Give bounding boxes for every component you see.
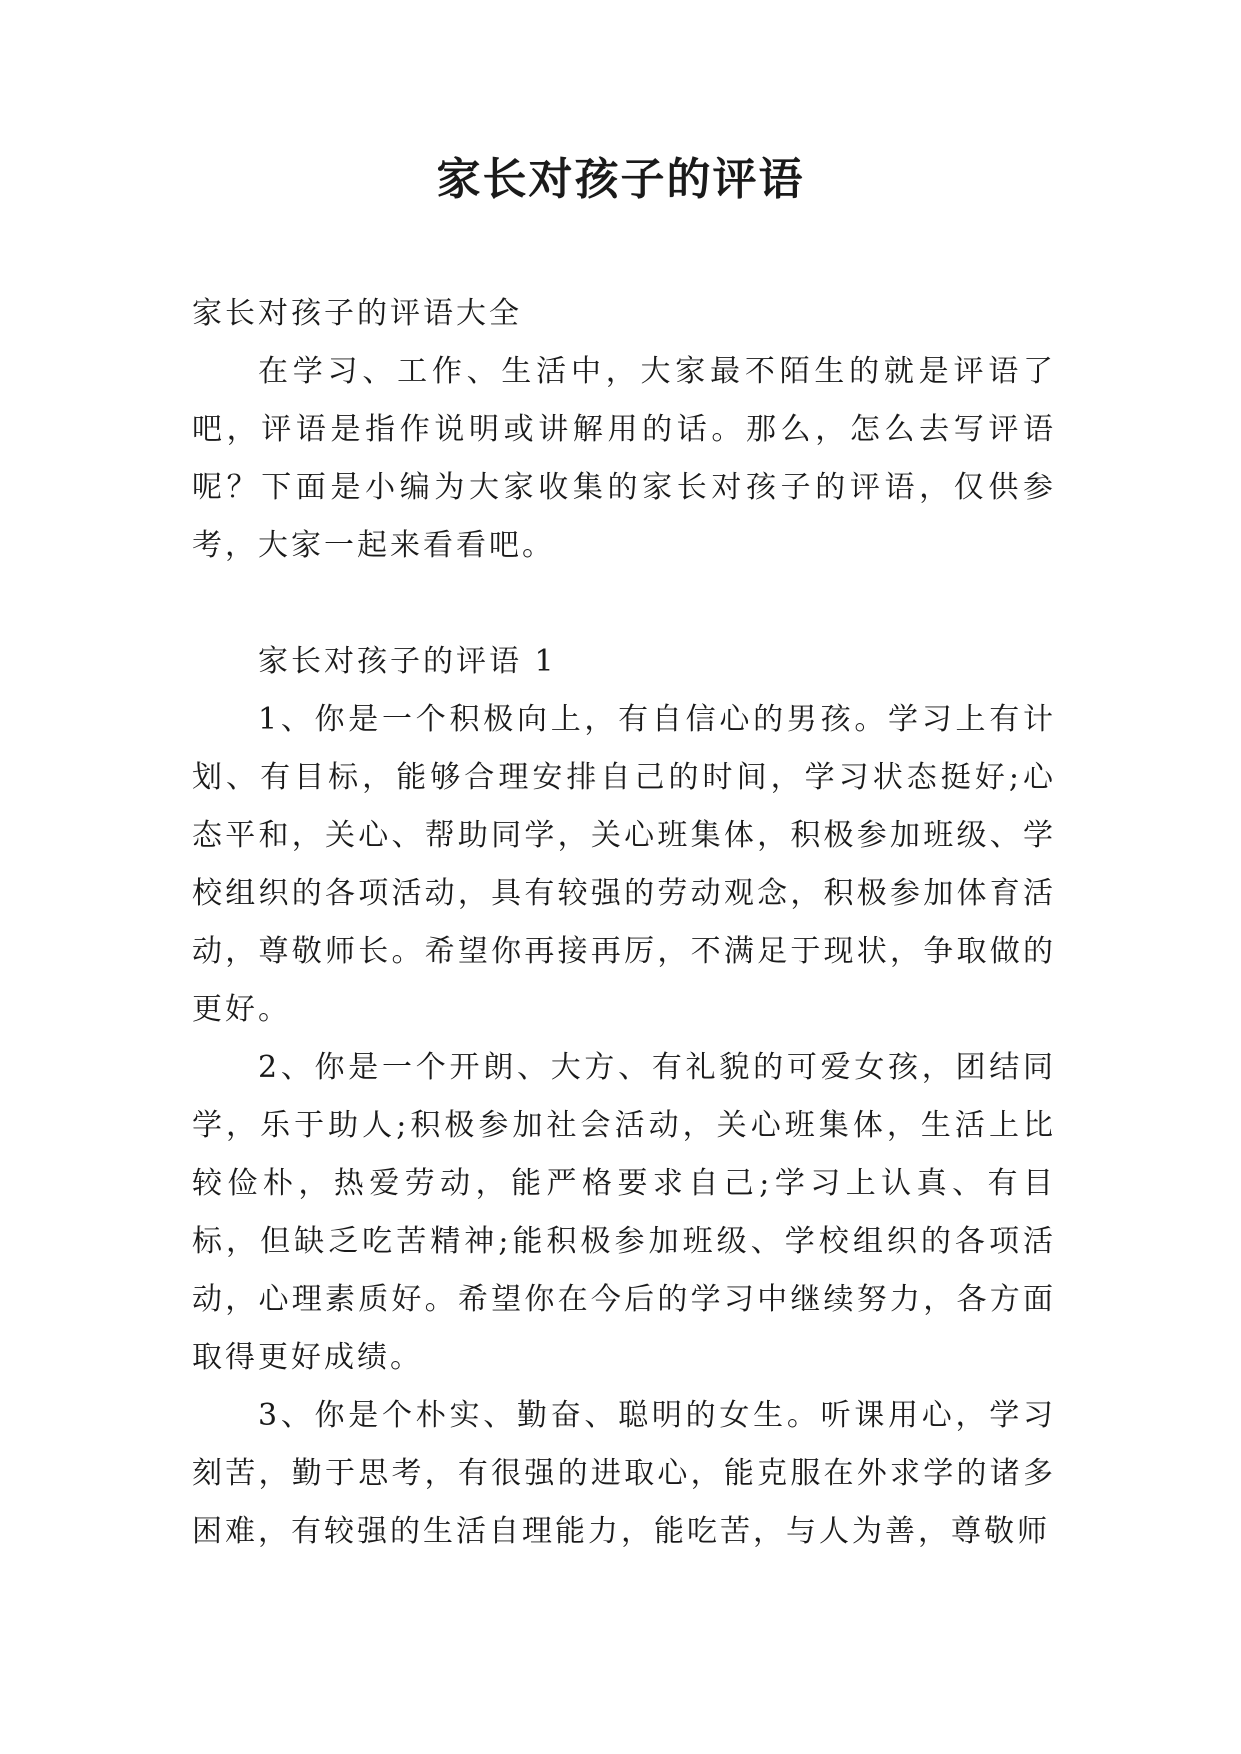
document-title: 家长对孩子的评语 <box>436 154 805 205</box>
comment-paragraph-3: 3、你是个朴实、勤奋、聪明的女生。听课用心，学习刻苦，勤于思考，有很强的进取心，能克服在外求学的诸多困难，有较强的生活自理能力，能吃苦，与人为善，尊敬师 <box>192 1398 1056 1549</box>
comment-paragraph-1: 1、你是一个积极向上，有自信心的男孩。学习上有计划、有目标，能够合理安排自己的时间，学习状态挺好;心态平和，关心、帮助同学，关心班集体，积极参加班级、学校组织的各项活动，具有较强的劳动观念，积极参加体育活动，尊敬师长。希望你再接再厉，不满足于现状，争取做的更好。 <box>192 702 1056 1027</box>
intro-paragraph: 在学习、工作、生活中，大家最不陌生的就是评语了吧，评语是指作说明或讲解用的话。那么，怎么去写评语呢？下面是小编为大家收集的家长对孩子的评语，仅供参考，大家一起来看看吧。 <box>192 354 1056 563</box>
document-subtitle: 家长对孩子的评语大全 <box>192 296 522 331</box>
section-spacer <box>192 575 1056 633</box>
comment-paragraph-2: 2、你是一个开朗、大方、有礼貌的可爱女孩，团结同学，乐于助人;积极参加社会活动，关心班集体，生活上比较俭朴，热爱劳动，能严格要求自己;学习上认真、有目标，但缺乏吃苦精神;能积极参加班级、学校组织的各项活动，心理素质好。希望你在今后的学习中继续努力，各方面取得更好成绩。 <box>192 1050 1056 1375</box>
section-heading: 家长对孩子的评语 1 <box>258 644 557 679</box>
document-body <box>192 285 1056 1561</box>
